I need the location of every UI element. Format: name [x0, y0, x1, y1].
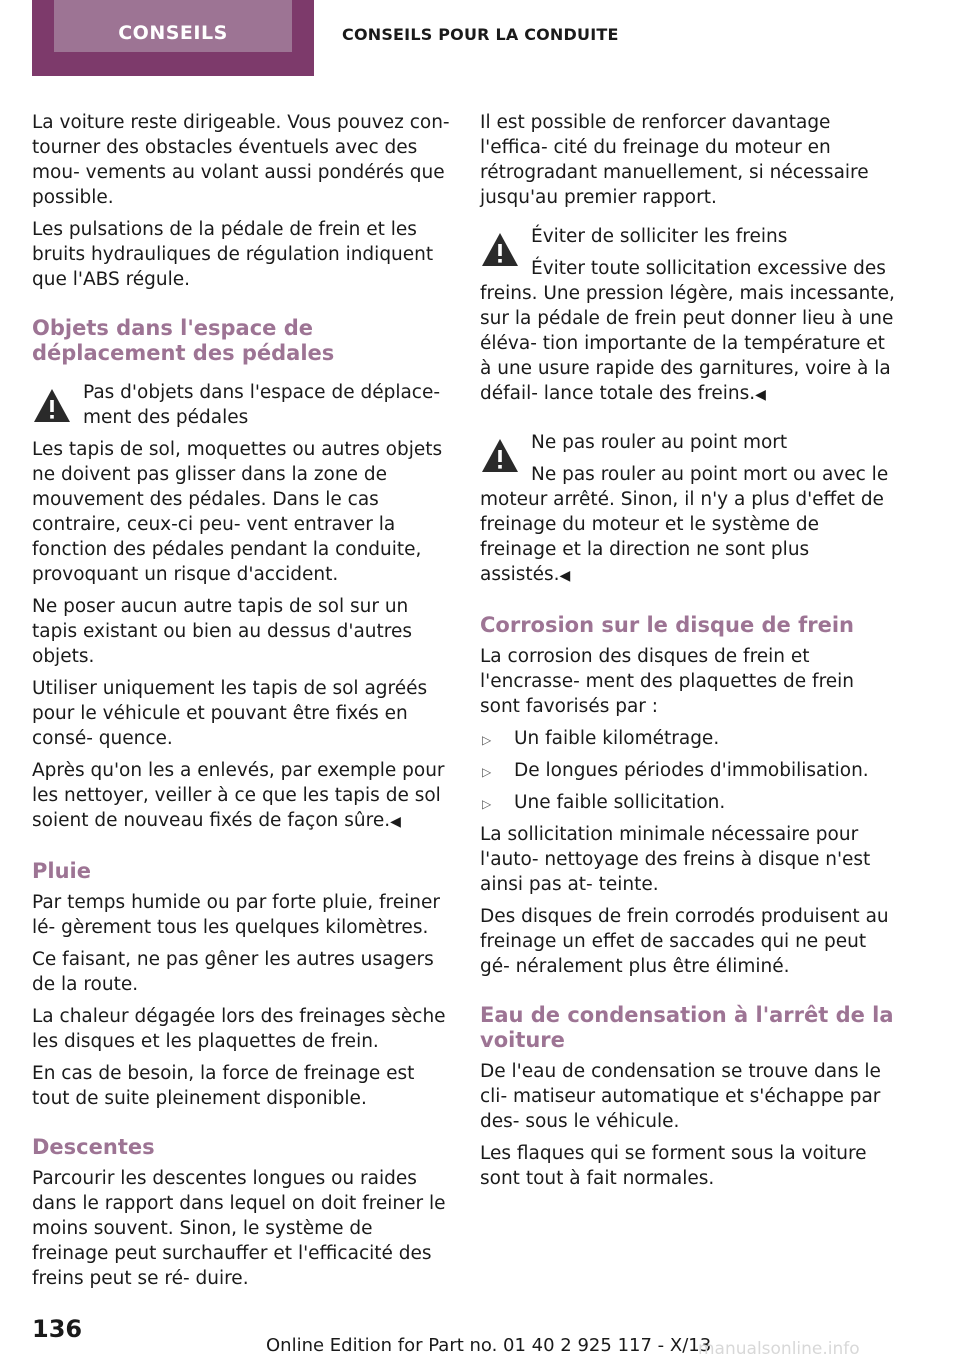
- paragraph: Des disques de frein corrodés produisent au freinage un effet de saccades qui ne peut gé‐ néralement plus être éliminé.: [480, 906, 889, 977]
- list-item-text: De longues périodes d'immobilisation.: [514, 760, 869, 781]
- header-title: CONSEILS POUR LA CONDUITE: [342, 25, 619, 44]
- section-heading: Eau de condensation à l'arrêt de la voiture: [480, 1003, 894, 1052]
- section-heading: Pluie: [32, 859, 91, 883]
- bullet-list: [480, 726, 898, 815]
- warning-block: [32, 380, 450, 835]
- paragraph: Ne poser aucun autre tapis de sol sur un tapis existant ou bien au dessus d'autres objets.: [32, 596, 412, 667]
- paragraph: La chaleur dégagée lors des freinages sèche les disques et les plaquettes de frein.: [32, 1006, 446, 1052]
- paragraph: Les pulsations de la pédale de frein et les bruits hydrauliques de régulation indiquent que l'ABS régule.: [32, 219, 434, 290]
- warning-icon: [32, 386, 72, 426]
- page-number: 136: [32, 1315, 83, 1343]
- list-item: [480, 758, 898, 783]
- bullet-triangle-icon: ▷: [482, 765, 492, 779]
- list-item: [480, 790, 898, 815]
- watermark: manualsonline.info: [698, 1339, 860, 1359]
- paragraph: La corrosion des disques de frein et l'encrasse‐ ment des plaquettes de frein sont favorisés par :: [480, 646, 855, 717]
- paragraph: [32, 758, 450, 835]
- paragraph-text: Après qu'on les a enlevés, par exemple pour les nettoyer, veiller à ce que les tapis de sol soient de nouveau fixés de façon sûre.: [32, 760, 445, 831]
- bullet-triangle-icon: ▷: [482, 797, 492, 811]
- end-mark-icon: ◀: [559, 568, 571, 584]
- warning-icon: [480, 436, 520, 476]
- warning-body: [480, 256, 898, 408]
- paragraph: En cas de besoin, la force de freinage est tout de suite pleinement disponible.: [32, 1063, 415, 1109]
- warning-body: [480, 462, 898, 589]
- paragraph-text: Ne pas rouler au point mort ou avec le moteur arrêté. Sinon, il n'y a plus d'effet de freinage du moteur et le système de freinage et la direction ne sont plus assistés.: [480, 464, 889, 585]
- paragraph: Par temps humide ou par forte pluie, freiner lé‐ gèrement tous les quelques kilomètres.: [32, 892, 440, 938]
- list-item-text: Un faible kilométrage.: [514, 728, 720, 749]
- paragraph: Il est possible de renforcer davantage l'effica‐ cité du freinage du moteur en rétrogradant manuellement, si nécessaire jusqu'au premier rapport.: [480, 112, 869, 208]
- section-heading: Objets dans l'espace de déplacement des pédales: [32, 316, 335, 365]
- list-item: [480, 726, 898, 751]
- left-column: [32, 110, 450, 1298]
- warning-title: Éviter de solliciter les freins: [531, 226, 788, 247]
- paragraph: La voiture reste dirigeable. Vous pouvez con‐ tourner des obstacles éventuels avec des mou‐ vements au volant aussi pondérés que possible.: [32, 112, 450, 208]
- bullet-triangle-icon: ▷: [482, 733, 492, 747]
- right-column: [480, 110, 898, 1198]
- header-tab: [32, 0, 314, 76]
- paragraph: Utiliser uniquement les tapis de sol agréés pour le véhicule et pouvant être fixés en consé‐ quence.: [32, 678, 428, 749]
- paragraph: [480, 256, 898, 408]
- paragraph-text: Éviter toute sollicitation excessive des freins. Une pression légère, mais incessante, sur la pédale de frein peut donner lieu à une éléva‐ tion importante de la température et à une usure rapide des garnitures, voire à la défail‐ lance totale des freins.: [480, 258, 895, 404]
- warning-title: Pas d'objets dans l'espace de déplace‐ ment des pédales: [83, 382, 441, 428]
- paragraph: [480, 462, 898, 589]
- end-mark-icon: ◀: [390, 814, 401, 830]
- paragraph: Parcourir les descentes longues ou raides dans le rapport dans lequel on doit freiner le moins souvent. Sinon, le système de freinage peut surchauffer et l'efficacité des freins peut se ré‐ duire.: [32, 1168, 446, 1289]
- list-item-text: Une faible sollicitation.: [514, 792, 726, 813]
- paragraph: Ce faisant, ne pas gêner les autres usagers de la route.: [32, 949, 434, 995]
- paragraph: Les flaques qui se forment sous la voiture sont tout à fait normales.: [480, 1143, 867, 1189]
- edition-line: Online Edition for Part no. 01 40 2 925 117 - X/13: [266, 1335, 712, 1356]
- warning-block: [480, 224, 898, 408]
- section-heading: Descentes: [32, 1135, 155, 1159]
- warning-title: Ne pas rouler au point mort: [531, 432, 788, 453]
- section-heading: Corrosion sur le disque de frein: [480, 613, 854, 637]
- paragraph: Les tapis de sol, moquettes ou autres objets ne doivent pas glisser dans la zone de mouvement des pédales. Dans le cas contraire, ceux-ci peu‐ vent entraver la fonction des pédales pendant la conduite, provoquant un risque d'accident.: [32, 439, 443, 585]
- header-tab-inner: [54, 0, 292, 52]
- warning-body: [32, 437, 450, 835]
- end-mark-icon: ◀: [755, 387, 766, 403]
- header-tab-label: CONSEILS: [118, 22, 228, 44]
- paragraph: De l'eau de condensation se trouve dans le cli‐ matiseur automatique et s'échappe par des‐ sous le véhicule.: [480, 1061, 881, 1132]
- warning-block: [480, 430, 898, 589]
- paragraph: La sollicitation minimale nécessaire pour l'auto‐ nettoyage des freins à disque n'est ainsi pas at‐ teinte.: [480, 824, 871, 895]
- warning-icon: [480, 230, 520, 270]
